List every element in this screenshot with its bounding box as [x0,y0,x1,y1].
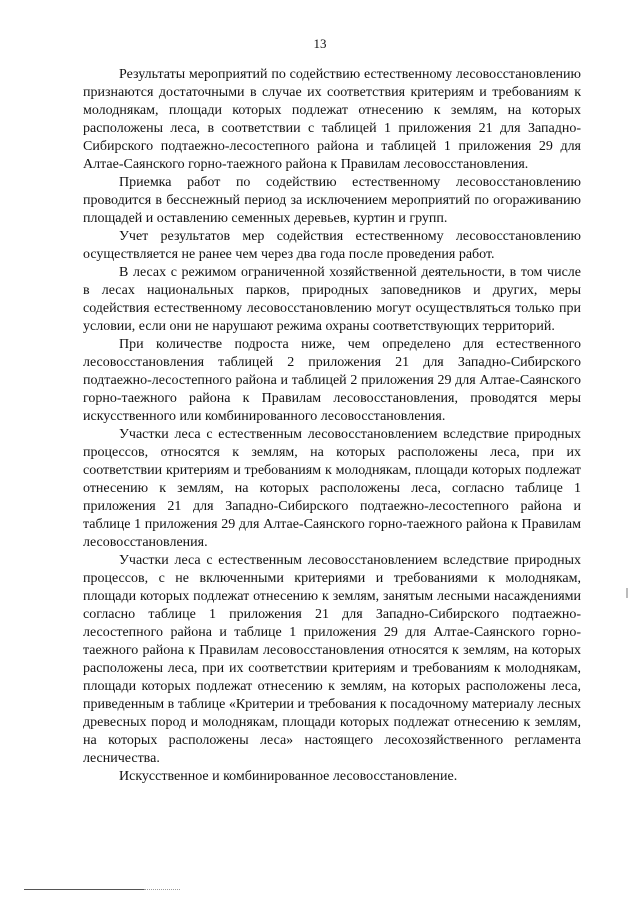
paragraph-results-criteria: Результаты мероприятий по содействию естественному лесовосстановлению признаются достаточными в случае их соответствия критериям и требованиям к молоднякам, площади которых подлежат отнесению к землям, на которых расположены леса, в соответствии с таблицей 1 приложения 21 для Западно-Сибирского подтаежно-лесостепного района и таблицей 1 приложения 29 для Алтае-Саянского горно-таежного района к Правилам лесовосстановления. [83,67,581,172]
footer-rule [24,889,144,890]
page-number: 13 [313,36,327,51]
paragraph-artificial-regeneration-heading: Искусственное и комбинированное лесовосстановление. [119,769,458,784]
scan-edge-mark [626,588,628,598]
paragraph-undergrowth-quantity: При количестве подроста ниже, чем определено для естественного лесовосстановления таблицей 2 приложения 21 для Западно-Сибирского подтаежно-лесостепного района и таблицей 2 приложения 29 для Алтае-Саянского горно-таежного района к Правилам лесовосстановления, проводятся меры искусственного или комбинированного лесовосстановления. [83,337,581,424]
paragraph-non-included-criteria: Участки леса с естественным лесовосстановлением вследствие природных процессов, с не включенными критериями и требованиями к молоднякам, площади которых подлежат отнесению к землям, занятым лесными насаждениями согласно таблице 1 приложения 21 для Западно-Сибирского подтаежно-лесостепного района и таблице 1 приложения 29 для Алтае-Саянского горно-таежного района к Правилам лесовосстановления относятся к землям, на которых расположены леса, при их соответствии критериям и требованиям к молоднякам, площади которых подлежат отнесению к землям, на которых расположены леса, приведенным в таблице «Критерии и требования к посадочному материалу лесных древесных пород и молоднякам, площади которых подлежат отнесению к землям, на которых расположены леса» настоящего лесохозяйственного регламента лесничества. [83,553,581,766]
paragraph-acceptance-period: Приемка работ по содействию естественному лесовосстановлению проводится в бесснежный период за исключением мероприятий по огораживанию площадей и оставлению семенных деревьев, куртин и групп. [83,175,581,226]
paragraph-accounting-results: Учет результатов мер содействия естественному лесовосстановлению осуществляется не ранее чем через два года после проведения работ. [83,229,581,262]
footer-dotted-rule [144,889,180,890]
paragraph-restricted-forests: В лесах с режимом ограниченной хозяйственной деятельности, в том числе в лесах национальных парков, природных заповедников и других, меры содействия естественному лесовосстановлению могут осуществляться только при условии, если они не нарушают режима охраны соответствующих территорий. [83,265,581,334]
document-body [83,66,581,786]
paragraph-natural-regeneration-plots: Участки леса с естественным лесовосстановлением вследствие природных процессов, относятся к землям, на которых расположены леса, при их соответствии критериям и требованиям к молоднякам, площади которых подлежат отнесению к землям, на которых расположены леса, согласно таблице 1 приложения 21 для Западно-Сибирского подтаежно-лесостепного района и таблице 1 приложения 29 для Алтае-Саянского горно-таежного района к Правилам лесовосстановления. [83,427,581,550]
